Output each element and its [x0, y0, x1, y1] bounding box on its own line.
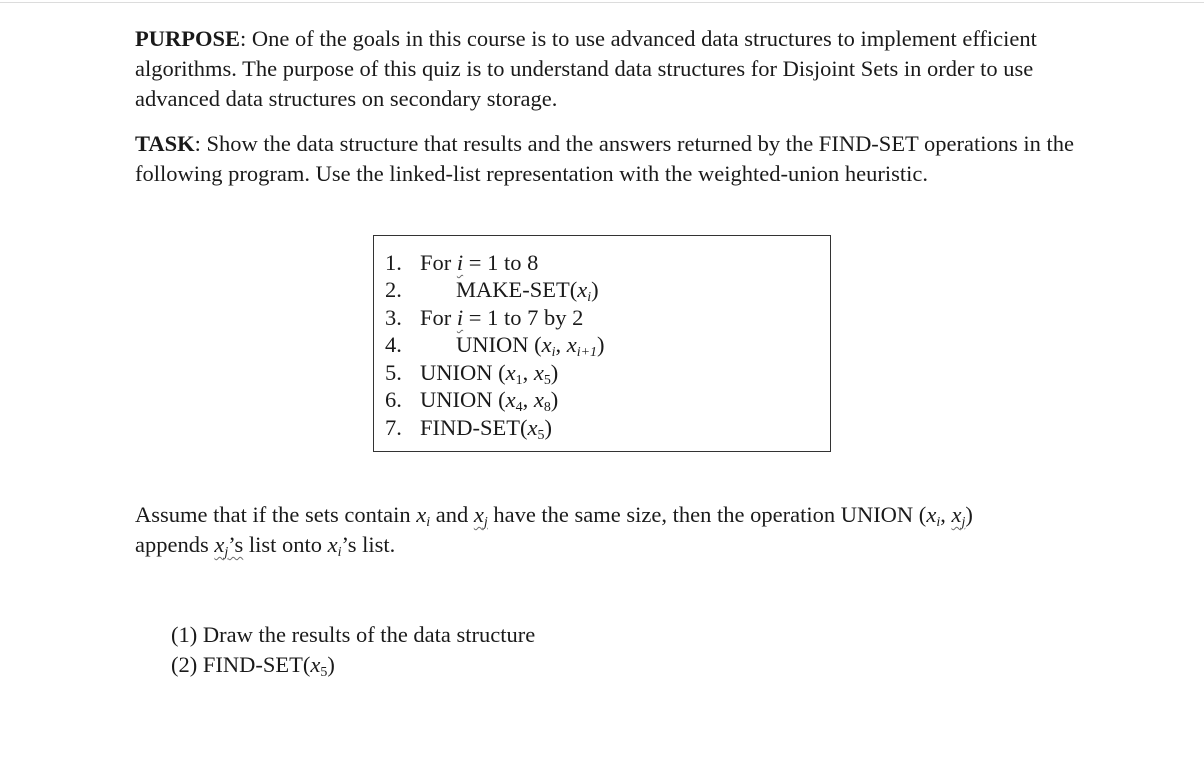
question-1: (1) Draw the results of the data structure	[171, 622, 536, 647]
statement: MAKE-$SET(x_i)$	[456, 277, 599, 306]
question-2: (2) FIND-$SET(x_5)$	[171, 652, 335, 681]
assumption-paragraph: Assume that if the sets contain $x_i$ and $x_j$ have the same size, then the operation UNION ($x_i$, $x_j$) appends $x_j’s$ list onto $x_i’s$ list.	[135, 502, 973, 561]
line-number: 4.	[385, 332, 402, 357]
line-number: 5.	[385, 360, 402, 385]
spellcheck-marked-xj: $x_j$	[473, 502, 488, 531]
line-number: 1.	[385, 250, 402, 275]
statement: UNION ($x_1$, $x_5$)	[420, 360, 559, 389]
purpose-label: PURPOSE	[135, 26, 241, 51]
purpose-paragraph	[135, 24, 1080, 114]
line-number: 2.	[385, 277, 402, 302]
page-top-rule	[0, 2, 1204, 3]
line-number: 3.	[385, 305, 402, 330]
line-number: 7.	[385, 415, 402, 440]
task-paragraph	[135, 129, 1080, 189]
statement: FIND-$SET(x_5)$	[420, 415, 552, 444]
program-box	[373, 235, 831, 452]
loop-variable: i	[456, 305, 464, 330]
task-text: : Show the data structure that results and the answers returned by the FIND-SET operations in the following program. Use the linked-list representation with the weighted-union heuristic.	[135, 131, 1074, 186]
spellcheck-marked-xj: $x_j$	[951, 502, 966, 531]
line-number: 6.	[385, 387, 402, 412]
loop-variable: i	[456, 250, 464, 275]
spellcheck-marked-xj-possessive: $x_j’s$	[214, 532, 244, 561]
purpose-text: : One of the goals in this course is to use advanced data structures to implement efficient algorithms. The purpose of this quiz is to understand data structures for Disjoint Sets in order to use advanced data structures on secondary storage.	[135, 26, 1037, 111]
statement: For i = 1 to 8	[420, 250, 539, 275]
question-list	[171, 620, 535, 680]
statement: For i = 1 to 7 by 2	[420, 305, 584, 330]
task-label: TASK	[135, 131, 195, 156]
statement: UNION ($x_4$, $x_8$)	[420, 387, 559, 416]
statement: UNION ($x_i$, $x_{i+1}$)	[456, 332, 605, 361]
